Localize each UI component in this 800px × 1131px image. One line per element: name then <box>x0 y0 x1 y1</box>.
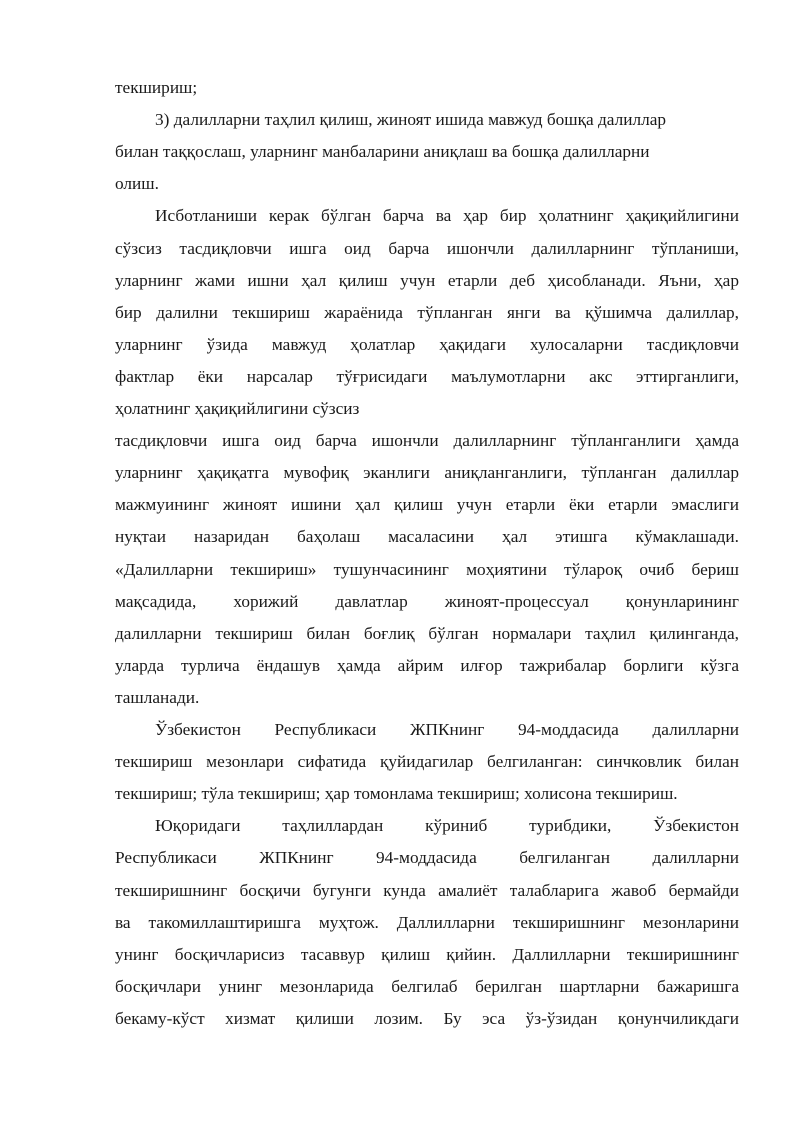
text-line: олиш. <box>115 174 159 194</box>
text-line: ташланади. <box>115 687 200 707</box>
text-line: уларнинг ўзида мавжуд ҳолатлар ҳақидаги хулосаларни тасдиқловчи <box>115 334 739 354</box>
text-line: босқичлари унинг мезонларида белгилаб берилган шартларни бажаришга <box>115 976 739 996</box>
text-line: Юқоридаги таҳлиллардан кўриниб турибдики, Ўзбекистон <box>155 816 739 836</box>
text-line: текшириш; <box>115 78 198 97</box>
text-line: тасдиқловчи ишга оид барча ишончли далилларнинг тўпланганлиги ҳамда <box>115 431 739 451</box>
text-line: нуқтаи назаридан баҳолаш масаласини ҳал этишга кўмаклашади. <box>115 527 739 547</box>
text-line: мажмуининг жиноят ишини ҳал қилиш учун етарли ёки етарли эмаслиги <box>115 495 739 515</box>
text-line: «Далилларни текшириш» тушунчасининг моҳиятини тўлароқ очиб бериш <box>115 559 739 579</box>
text-line: Исботланиши керак бўлган барча ва ҳар бир ҳолатнинг ҳақиқийлигини <box>155 206 739 226</box>
text-line: сўзсиз тасдиқловчи ишга оид барча ишончли далилларнинг тўпланиши, <box>115 238 739 258</box>
text-line: мақсадида, хорижий давлатлар жиноят-процессуал қонунларининг <box>115 591 739 611</box>
text-line: уларнинг жами ишни ҳал қилиш учун етарли деб ҳисобланади. Яъни, ҳар <box>115 270 739 290</box>
text-line: текширишнинг босқичи бугунги кунда амалиёт талабларига жавоб бермайди <box>115 880 739 900</box>
text-line: уларда турлича ёндашув ҳамда айрим илғор тажрибалар борлиги кўзга <box>115 655 739 675</box>
text-line: фактлар ёки нарсалар тўғрисидаги маълумотларни акс эттирганлиги, <box>115 366 739 386</box>
text-line: текшириш; тўла текшириш; ҳар томонлама текшириш; холисона текшириш. <box>115 784 678 804</box>
text-line: далилларни текшириш билан боғлиқ бўлган нормалари таҳлил қилинганда, <box>115 623 739 643</box>
text-line: текшириш мезонлари сифатида қуйидагилар белгиланган: синчковлик билан <box>115 752 739 772</box>
text-line: ҳолатнинг ҳақиқийлигини сўзсиз <box>115 399 360 418</box>
text-line: ва такомиллаштиришга муҳтож. Даллилларни текширишнинг мезонларини <box>115 912 739 932</box>
text-line: бекаму-кўст хизмат қилиши лозим. Бу эса ўз-ўзидан қонунчиликдаги <box>115 1008 739 1028</box>
text-line: Республикаси ЖПКнинг 94-моддасида белгиланган далилларни <box>115 848 739 868</box>
text-line: 3) далилларни таҳлил қилиш, жиноят ишида мавжуд бошқа далиллар <box>155 110 667 130</box>
text-line: уларнинг ҳақиқатга мувофиқ эканлиги аниқланганлиги, тўпланган далиллар <box>115 463 739 483</box>
text-line: Ўзбекистон Республикаси ЖПКнинг 94-моддасида далилларни <box>155 720 739 739</box>
text-line: унинг босқичларисиз тасаввур қилиш қийин. Даллилларни текширишнинг <box>115 944 739 964</box>
text-line: бир далилни текшириш жараёнида тўпланган янги ва қўшимча далиллар, <box>115 302 739 322</box>
text-line: билан таққослаш, уларнинг манбаларини аниқлаш ва бошқа далилларни <box>115 142 650 162</box>
